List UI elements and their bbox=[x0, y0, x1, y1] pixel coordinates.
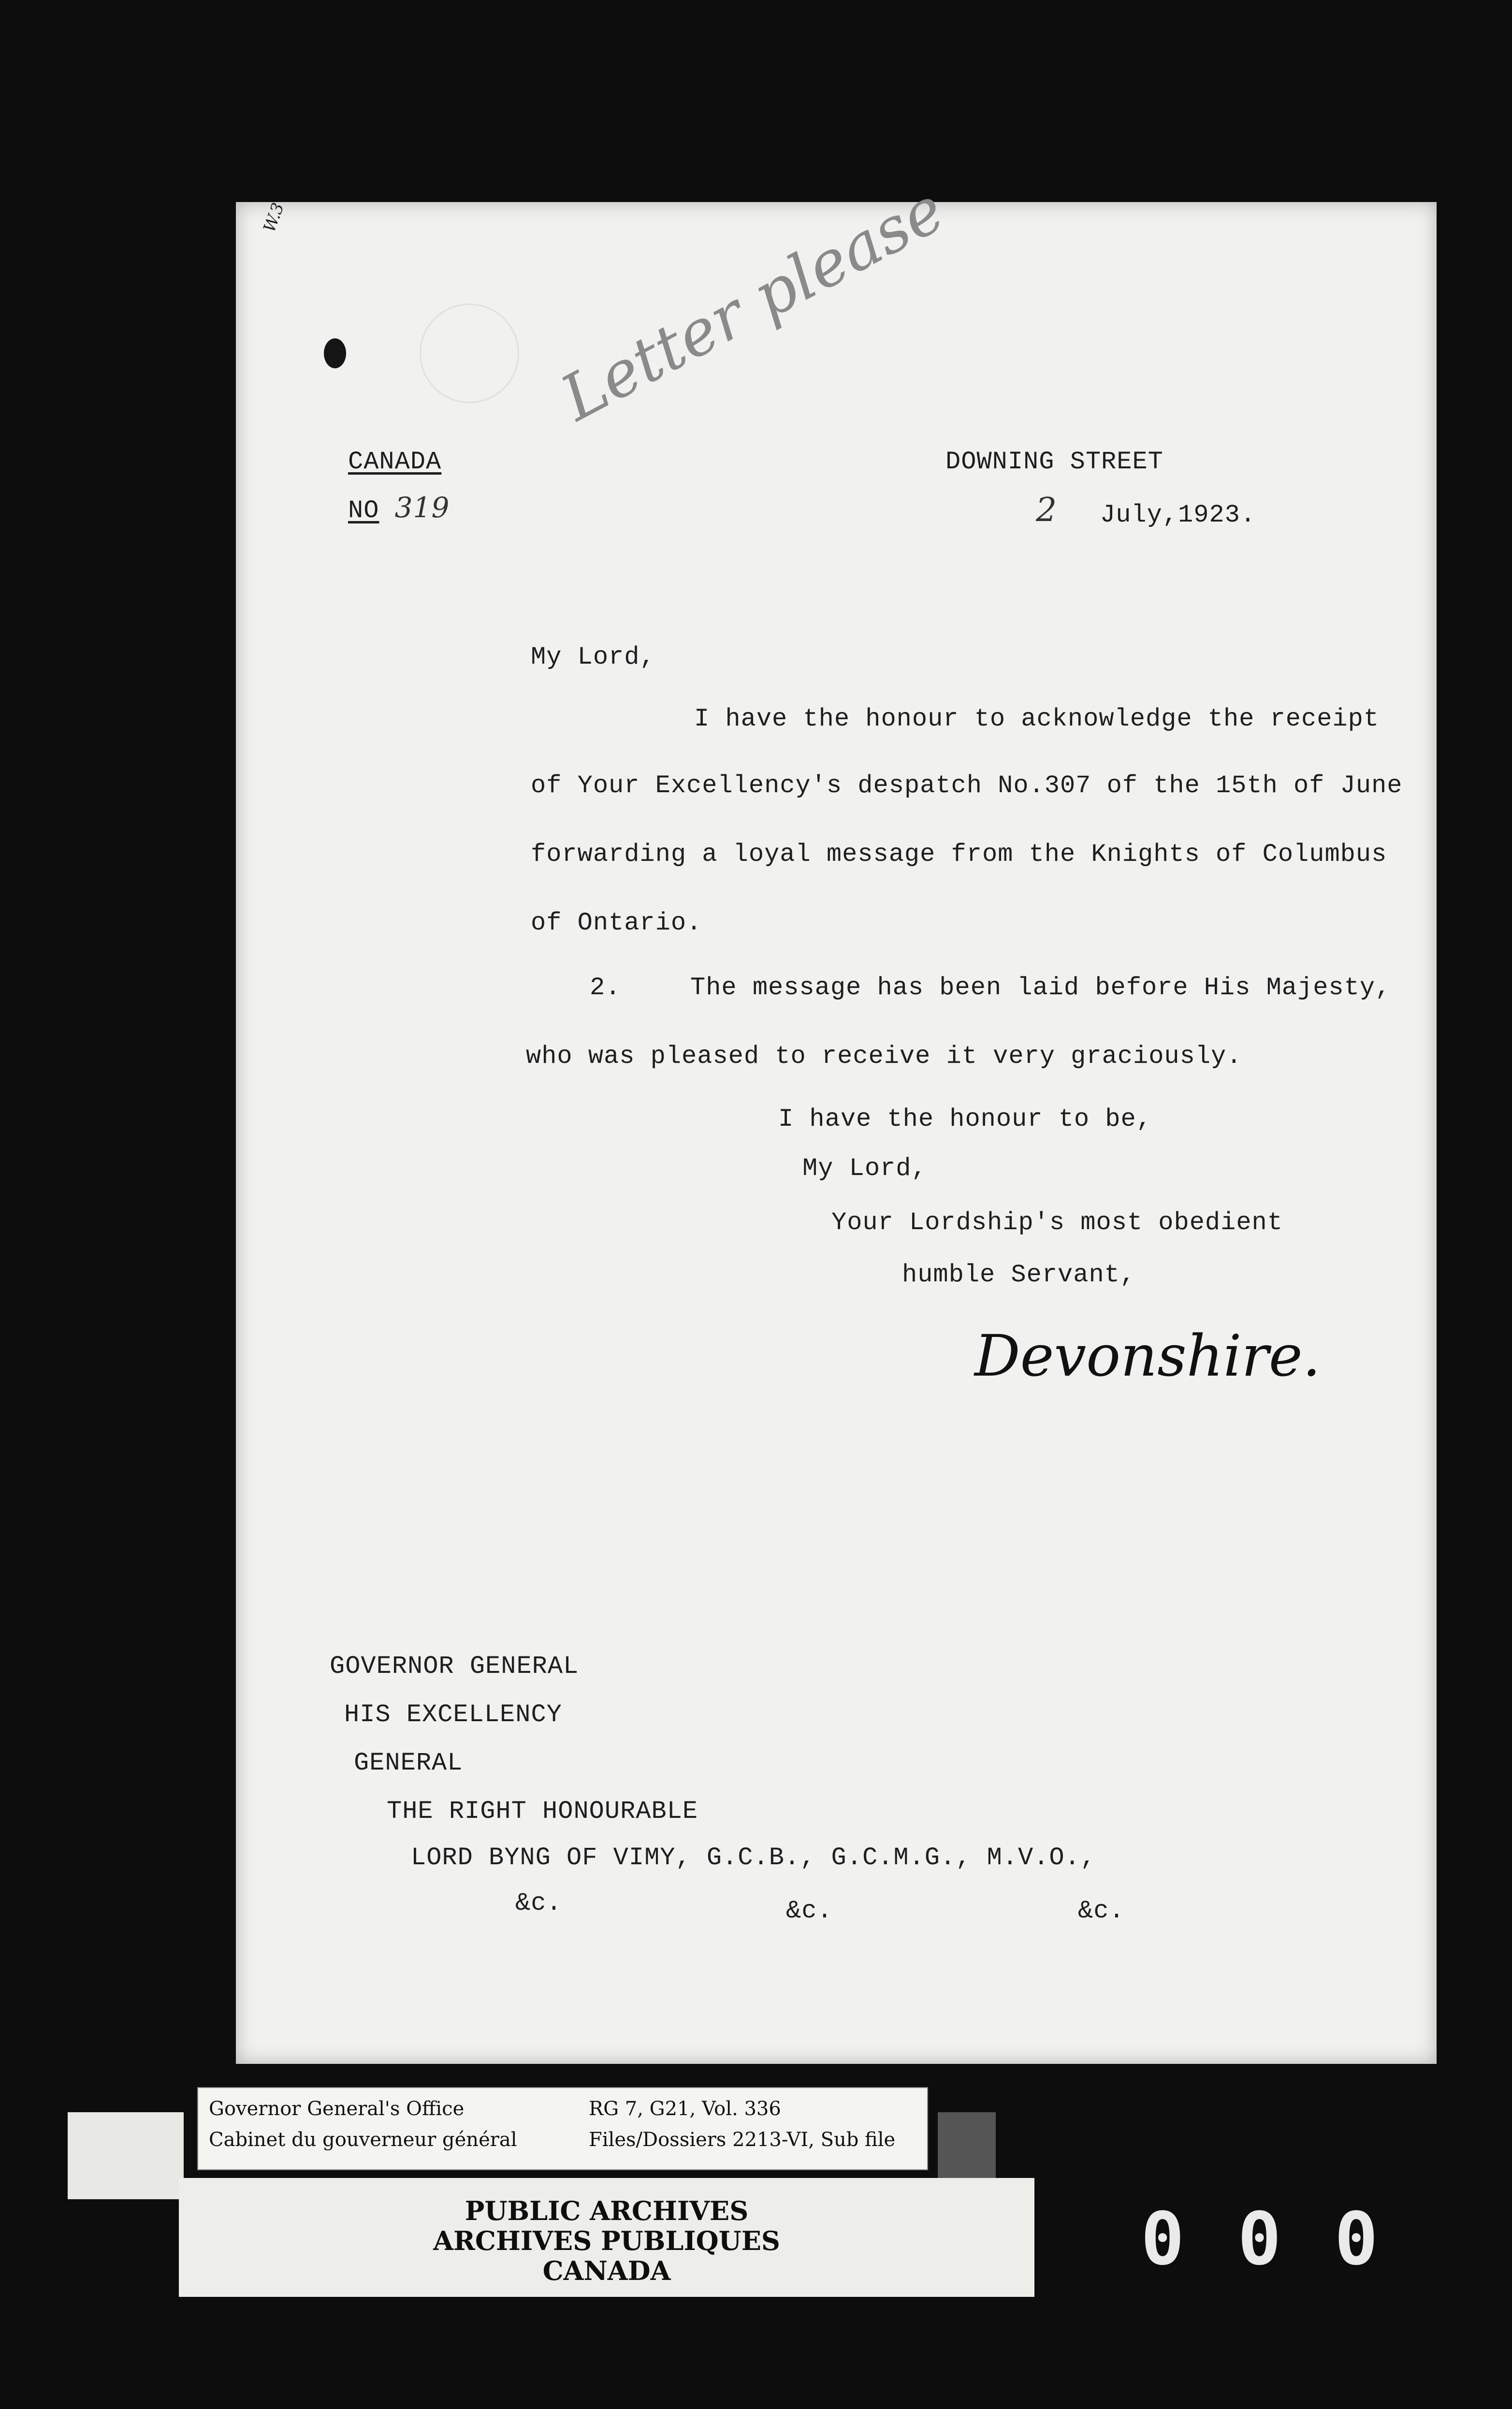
addressee-line: GOVERNOR GENERAL bbox=[330, 1652, 579, 1681]
addressee-line: LORD BYNG OF VIMY, G.C.B., G.C.M.G., M.V.O., bbox=[411, 1843, 1096, 1872]
date-day: 2 bbox=[1036, 491, 1057, 529]
despatch-number-label: NO bbox=[348, 496, 379, 525]
closing-line: My Lord, bbox=[802, 1154, 927, 1183]
frame-number: 000 bbox=[1141, 2197, 1431, 2281]
record-group: RG 7, G21, Vol. 336 bbox=[589, 2098, 781, 2120]
place-heading: DOWNING STREET bbox=[945, 448, 1163, 476]
addressee-line: HIS EXCELLENCY bbox=[344, 1700, 562, 1729]
paper-scrap bbox=[68, 2112, 184, 2199]
body-line: of Ontario. bbox=[531, 909, 702, 937]
etc-mark: &c. bbox=[1078, 1897, 1125, 1925]
date: July,1923. bbox=[1100, 501, 1256, 529]
closing-line: Your Lordship's most obedient bbox=[831, 1208, 1283, 1237]
archives-country: CANADA bbox=[542, 2255, 671, 2286]
etc-mark: &c. bbox=[786, 1897, 833, 1925]
punch-hole bbox=[324, 338, 346, 368]
addressee-line: GENERAL bbox=[354, 1749, 463, 1777]
paragraph-number: 2. bbox=[590, 973, 621, 1002]
etc-mark: &c. bbox=[515, 1889, 562, 1917]
office-name-en: Governor General's Office bbox=[209, 2098, 465, 2120]
body-line: who was pleased to receive it very graciously. bbox=[526, 1042, 1242, 1071]
country-heading: CANADA bbox=[348, 448, 442, 476]
body-line: of Your Excellency's despatch No.307 of the 15th of June bbox=[531, 771, 1403, 800]
despatch-number-value: 319 bbox=[394, 491, 450, 524]
archive-reference-label bbox=[197, 2087, 928, 2170]
despatch-number bbox=[348, 491, 450, 525]
letter-page bbox=[236, 172, 1437, 2064]
body-line: forwarding a loyal message from the Knights of Columbus bbox=[531, 840, 1387, 869]
closing-line: I have the honour to be, bbox=[778, 1105, 1152, 1133]
addressee-line: THE RIGHT HONOURABLE bbox=[387, 1797, 698, 1826]
archives-stamp bbox=[179, 2178, 1034, 2297]
archives-name-en: PUBLIC ARCHIVES bbox=[465, 2195, 749, 2226]
closing-line: humble Servant, bbox=[902, 1261, 1136, 1289]
signature: Devonshire. bbox=[974, 1322, 1321, 1389]
handwritten-annotation: Letter please bbox=[549, 172, 956, 435]
corner-mark: W.3 bbox=[260, 200, 289, 235]
file-reference: Files/Dossiers 2213-VI, Sub file bbox=[589, 2129, 896, 2151]
body-line: The message has been laid before His Majesty, bbox=[690, 973, 1391, 1002]
body-line: I have the honour to acknowledge the receipt bbox=[694, 705, 1380, 733]
salutation: My Lord, bbox=[531, 643, 655, 671]
embossed-seal bbox=[420, 304, 519, 403]
office-name-fr: Cabinet du gouverneur général bbox=[209, 2129, 517, 2151]
archives-name-fr: ARCHIVES PUBLIQUES bbox=[433, 2225, 780, 2256]
